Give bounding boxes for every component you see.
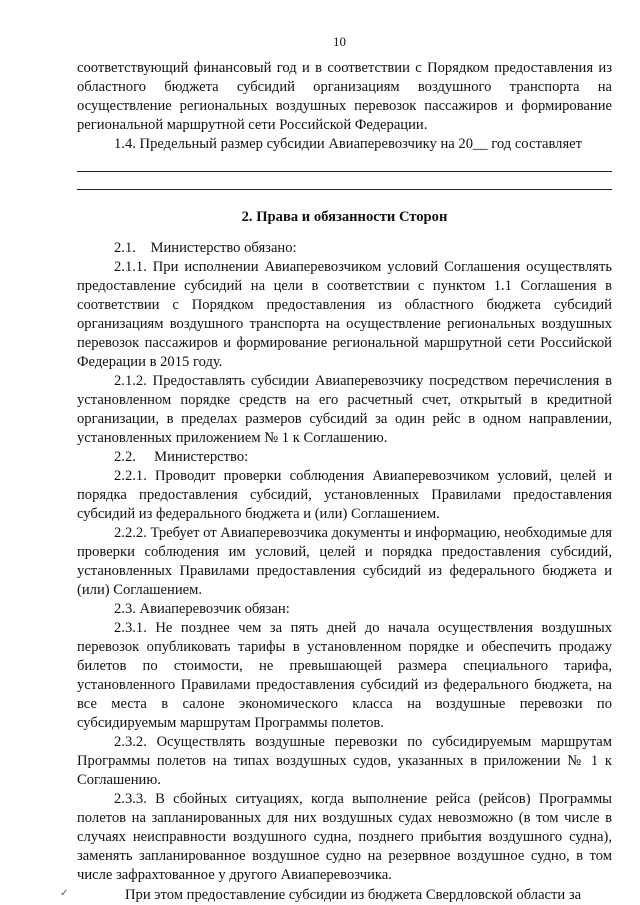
paragraph-2-1-2: 2.1.2. Предоставлять субсидии Авиаперевозчику посредством перечисления в установленном порядке средств на его расчетный счет, открытый в кредитной организации, в пределах размеров субсидий за один рейс в одном направлении, установленных приложением № 1 к Соглашению. [77, 373, 612, 446]
paragraph-2-2-1: 2.2.1. Проводит проверки соблюдения Авиаперевозчиком условий, целей и порядка предоставления субсидий, установленных Правилами предоставления субсидий из федерального бюджета и (или) Соглашением. [77, 468, 612, 522]
intro-paragraph: соответствующий финансовый год и в соответствии с Порядком предоставления из областного бюджета субсидий организациям воздушного транспорта на осуществление региональных воздушных перевозок пассажиров и формирование региональной маршрутной сети Российской Федерации. [77, 60, 612, 133]
paragraph-2-3-3: 2.3.3. В сбойных ситуациях, когда выполнение рейса (рейсов) Программы полетов на запланированных для них воздушных судах невозможно (в том числе в случаях неисправности воздушного судна, позднего прибытия воздушного судна), заменять запланированное воздушное судно на резервное воздушное судно, в том числе зафрахтованное у другого Авиаперевозчика. [77, 791, 612, 883]
clause-1-4: 1.4. Предельный размер субсидии Авиаперевозчику на 20__ год составляет [114, 136, 583, 152]
paragraph-2-1-1: 2.1.1. При исполнении Авиаперевозчиком условий Соглашения осуществлять предоставление субсидий на цели в соответствии с пунктом 1.1 Соглашения в соответствии с Порядком предоставления из областного бюджета субсидий организациям воздушного транспорта на осуществление региональных воздушных перевозок пассажиров и формирование региональной маршрутной сети Российской Федерации в 2015 году. [77, 259, 612, 370]
paragraph-continuation: При этом предоставление субсидии из бюджета Свердловской области за [125, 887, 582, 903]
fill-in-line-1 [77, 171, 612, 172]
section-2-heading: 2. Права и обязанности Сторон [241, 209, 448, 225]
paragraph-2-3-2: 2.3.2. Осуществлять воздушные перевозки по субсидируемым маршрутам Программы полетов на типах воздушных судов, указанных в приложении № 1 к Соглашению. [77, 734, 612, 788]
paragraph-2-2: 2.2. Министерство: [114, 449, 249, 465]
paragraph-2-3: 2.3. Авиаперевозчик обязан: [114, 601, 290, 617]
page-number-text: 10 [333, 34, 346, 49]
paragraph-2-1: 2.1. Министерство обязано: [114, 240, 297, 256]
page-number [77, 32, 612, 51]
fill-in-line-2 [77, 189, 612, 190]
corner-check-mark: ✓ [60, 888, 69, 899]
paragraph-2-2-2: 2.2.2. Требует от Авиаперевозчика документы и информацию, необходимые для проверки соблюдения им условий, целей и порядка предоставления субсидий, установленных Правилами предоставления субсидий из федерального бюджета и (или) Соглашением. [77, 525, 612, 598]
paragraph-2-3-1: 2.3.1. Не позднее чем за пять дней до начала осуществления воздушных перевозок опубликовать тарифы в установленном порядке и обеспечить продажу билетов по стоимости, не превышающей размера специального тарифа, установленного Правилами предоставления субсидий из федерального бюджета, на все места в салоне экономического класса на воздушные перевозки по субсидируемым маршрутам Программы полетов. [77, 620, 612, 731]
